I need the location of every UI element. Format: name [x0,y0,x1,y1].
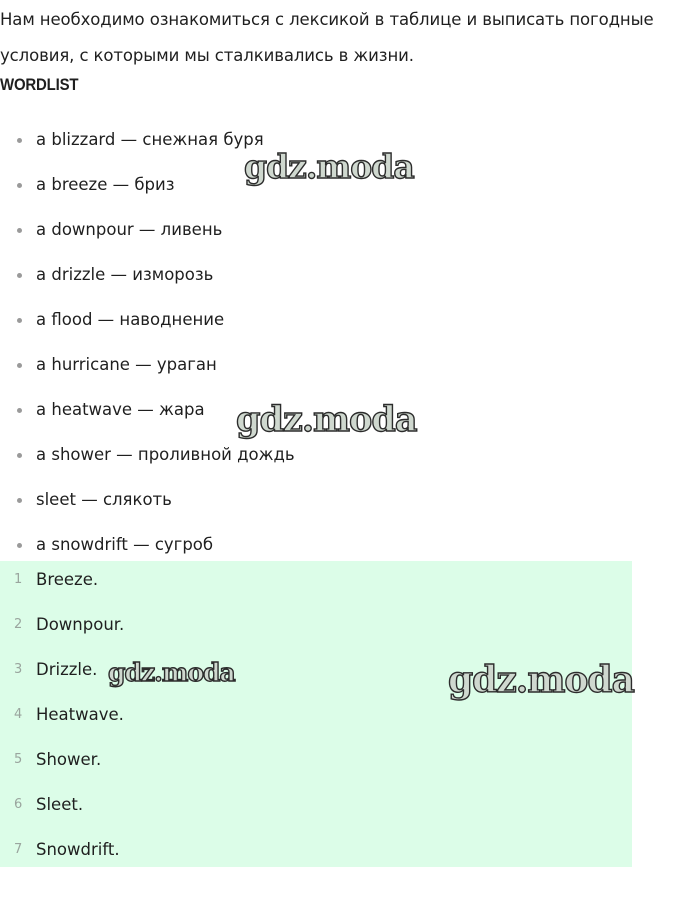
wordlist [0,117,295,567]
bullet-icon [17,453,22,458]
wordlist-item-text: a downpour — ливень [36,220,223,239]
bullet-icon [17,273,22,278]
task-description: Нам необходимо ознакомиться с лексикой в таблице и выписать погодные условия, с которыми мы сталкивались в жизни. [0,10,654,65]
wordlist-item [0,252,295,297]
answer-block [0,561,632,867]
watermark-logo: gdz.moda [236,399,417,440]
wordlist-item-text: a breeze — бриз [36,175,175,194]
bullet-icon [17,318,22,323]
answer-text: Breeze. [36,570,99,589]
answer-number: 5 [14,752,23,767]
wordlist-item [0,432,295,477]
wordlist-item-text: a flood — наводнение [36,310,225,329]
bullet-icon [17,183,22,188]
answer-text: Shower. [36,750,102,769]
answer-item [0,742,632,787]
wordlist-item [0,117,295,162]
watermark-logo: gdz.moda [108,658,235,687]
wordlist-item-text: a heatwave — жара [36,400,205,419]
wordlist-item [0,207,295,252]
bullet-icon [17,363,22,368]
watermark-logo: gdz.moda [244,147,414,186]
answer-text: Snowdrift. [36,840,120,859]
answer-number: 4 [14,707,23,722]
wordlist-item-text: a drizzle — изморозь [36,265,214,284]
answer-text: Downpour. [36,615,125,634]
answer-item [0,697,632,742]
answer-item [0,607,632,652]
answer-item [0,652,634,701]
answer-text: Heatwave. [36,705,124,724]
wordlist-item-text: a shower — проливной дождь [36,445,295,464]
wordlist-item-text: a blizzard — снежная буря [36,130,264,149]
answer-number: 3 [14,662,23,677]
wordlist-heading: WORDLIST [0,75,79,94]
answer-number: 2 [14,617,23,632]
bullet-icon [17,138,22,143]
answer-item [0,832,632,877]
answer-number: 1 [14,572,23,587]
answer-list [0,561,632,877]
wordlist-item [0,342,295,387]
answer-number: 6 [14,797,23,812]
watermark-logo: gdz.moda [448,659,634,701]
answer-text: Sleet. [36,795,84,814]
bullet-icon [17,228,22,233]
answer-number: 7 [14,842,23,857]
answer-item [0,787,632,832]
wordlist-item-text: sleet — слякоть [36,490,172,509]
wordlist-item [0,477,295,522]
answer-item [0,562,632,607]
bullet-icon [17,543,22,548]
wordlist-item [0,162,295,207]
answer-text: Drizzle. [36,660,98,679]
wordlist-item [0,297,295,342]
wordlist-item [0,387,295,432]
wordlist-item-text: a hurricane — ураган [36,355,217,374]
bullet-icon [17,408,22,413]
bullet-icon [17,498,22,503]
wordlist-item-text: a snowdrift — сугроб [36,535,214,554]
